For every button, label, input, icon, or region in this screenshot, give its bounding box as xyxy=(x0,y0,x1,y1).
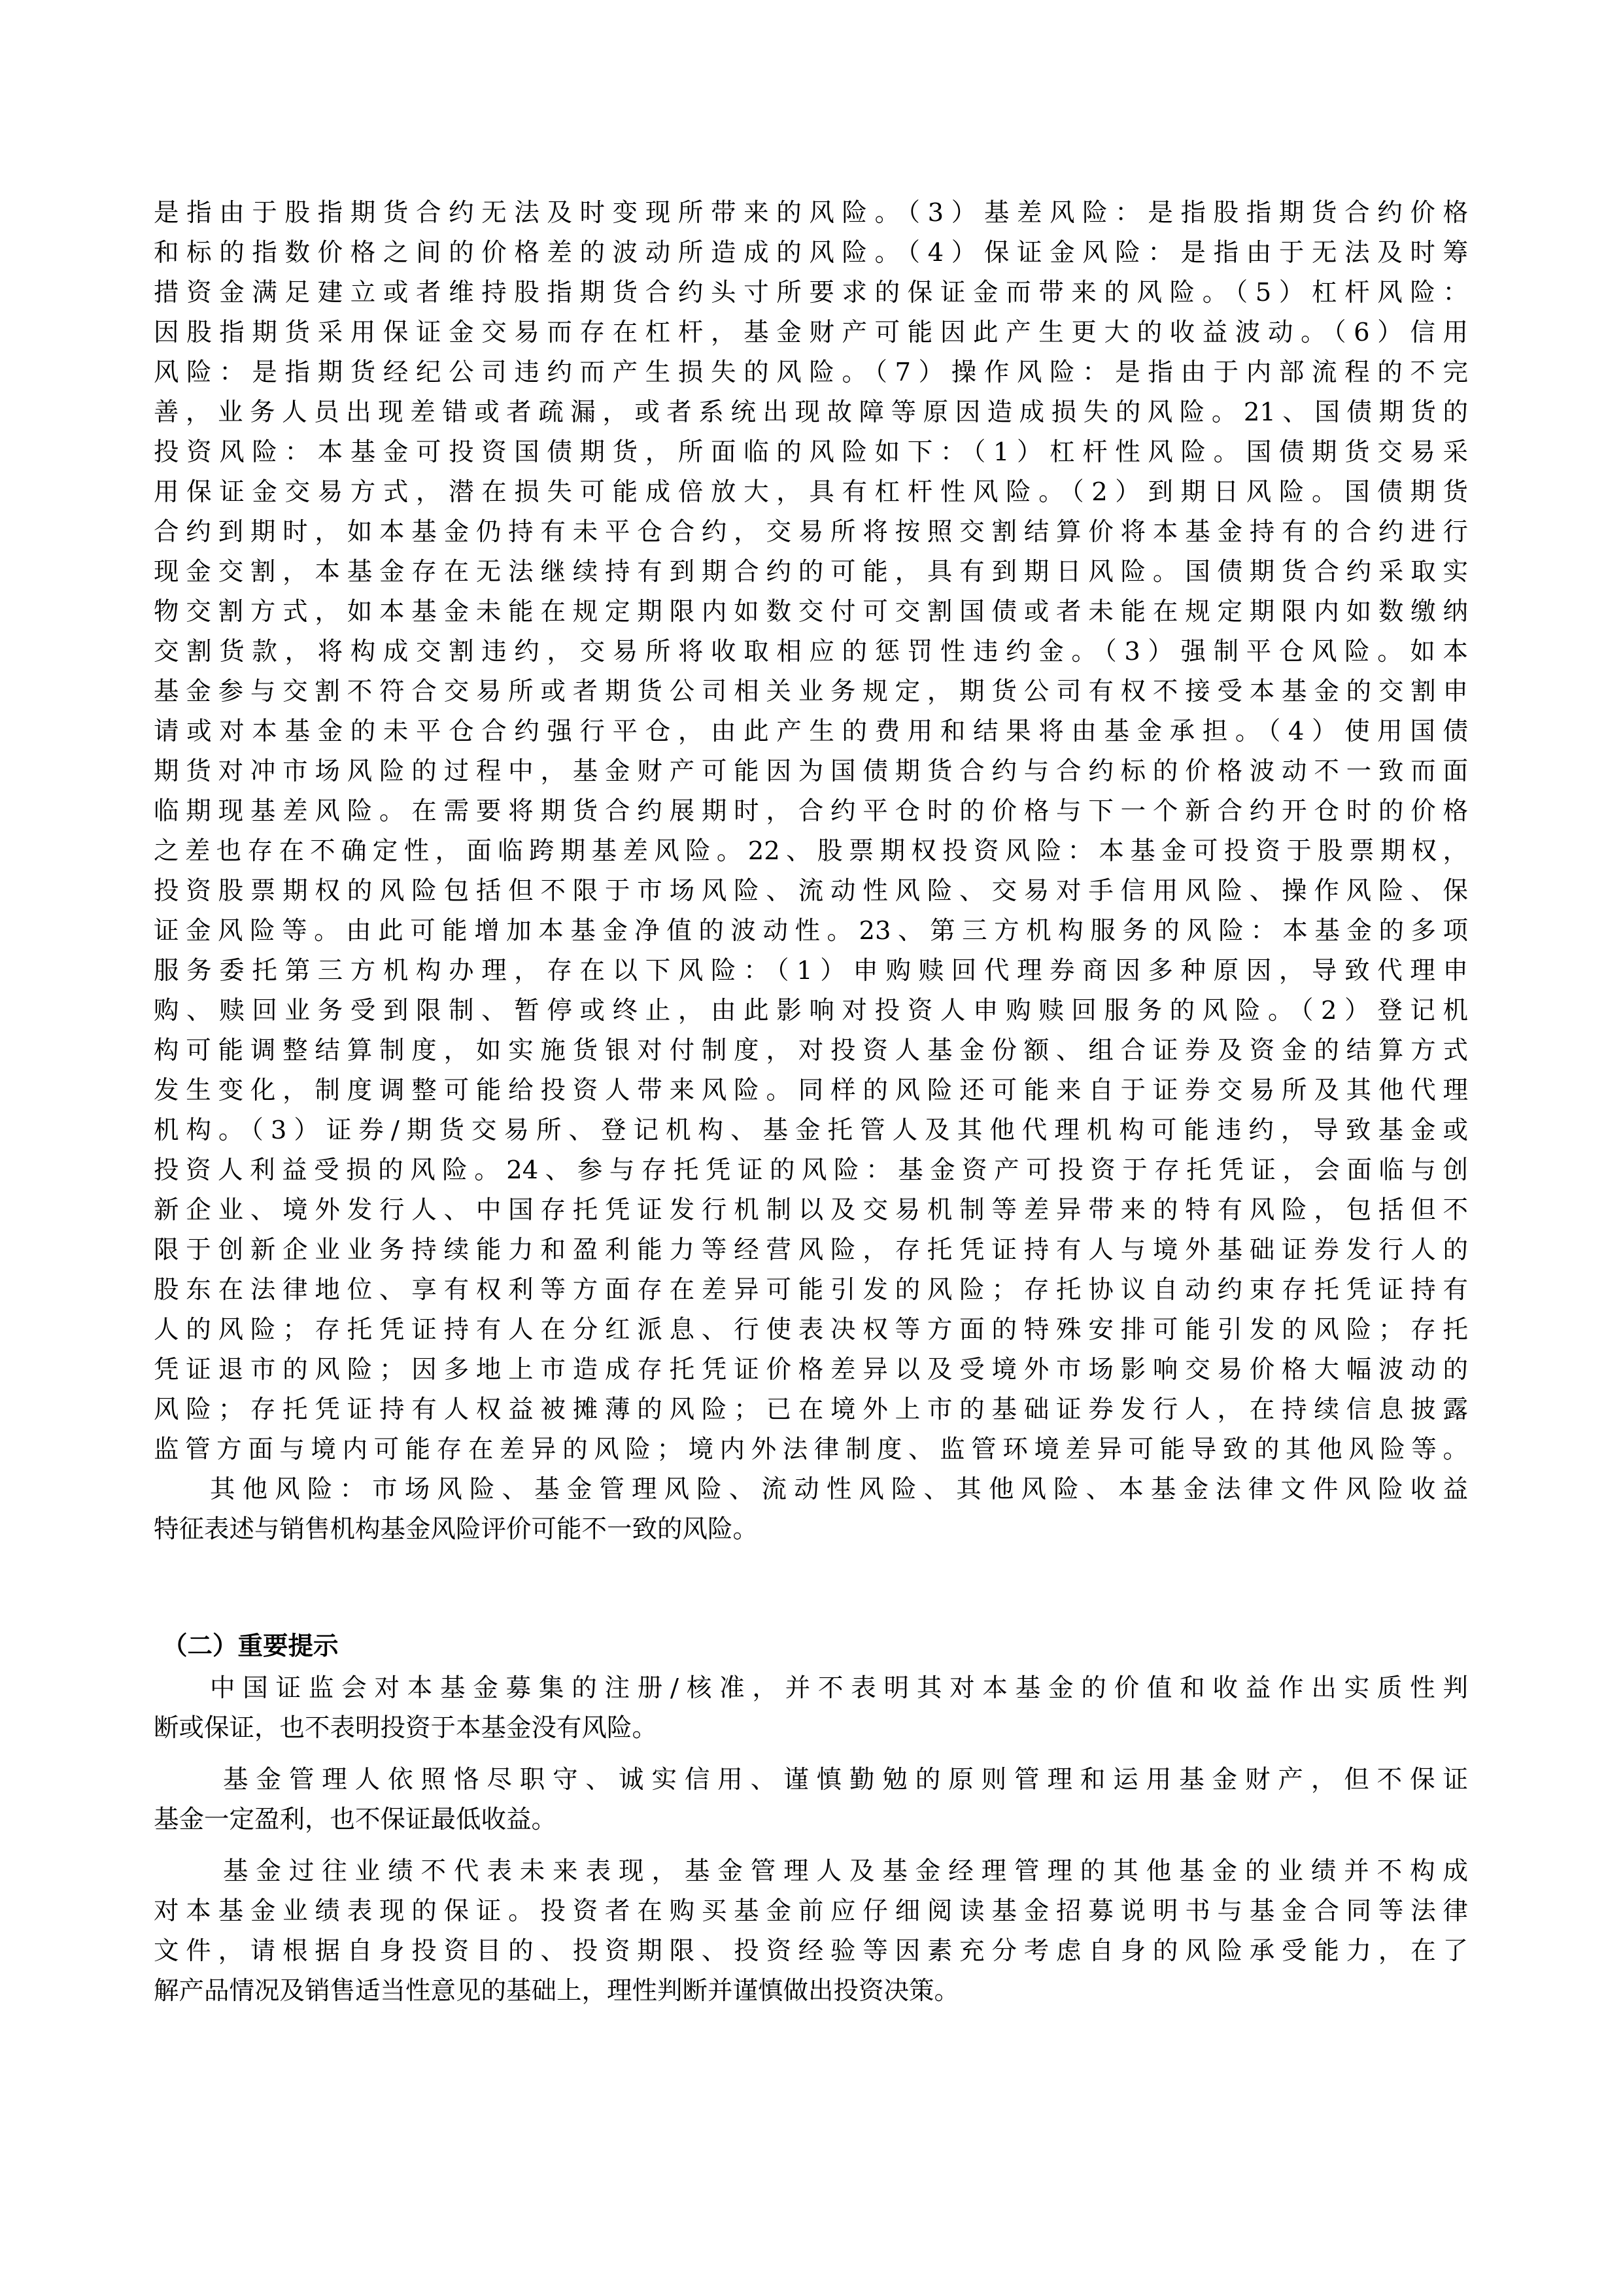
text-line: 请或对本基金的未平仓合约强行平仓，由此产生的费用和结果将由基金承担。（4）使用国债 xyxy=(154,717,1468,746)
text-line: 投资股票期权的风险包括但不限于市场风险、流动性风险、交易对手信用风险、操作风险、保 xyxy=(154,876,1468,906)
text-line: 之差也存在不确定性，面临跨期基差风险。22、股票期权投资风险：本基金可投资于股票期权， xyxy=(154,836,1468,866)
text-line: 监管方面与境内可能存在差异的风险；境内外法律制度、监管环境差异可能导致的其他风险等。 xyxy=(154,1435,1468,1464)
text-line: 和标的指数价格之间的价格差的波动所造成的风险。（4）保证金风险：是指由于无法及时筹 xyxy=(154,238,1468,267)
text-line: 临期现基差风险。在需要将期货合约展期时，合约平仓时的价格与下一个新合约开仓时的价格 xyxy=(154,797,1468,826)
text-line: 期货对冲市场风险的过程中，基金财产可能因为国债期货合约与合约标的价格波动不一致而面 xyxy=(154,757,1468,786)
text-line: 特征表述与销售机构基金风险评价可能不一致的风险。 xyxy=(154,1515,759,1544)
text-line: 限于创新企业业务持续能力和盈利能力等经营风险，存托凭证持有人与境外基础证券发行人的 xyxy=(154,1235,1468,1265)
text-line: 构可能调整结算制度，如实施货银对付制度，对投资人基金份额、组合证券及资金的结算方式 xyxy=(154,1036,1468,1065)
text-line: 风险：是指期货经纪公司违约而产生损失的风险。（7）操作风险：是指由于内部流程的不完 xyxy=(154,358,1468,387)
text-line: 其他风险：市场风险、基金管理风险、流动性风险、其他风险、本基金法律文件风险收益 xyxy=(210,1475,1468,1504)
text-line: 股东在法律地位、享有权利等方面存在差异可能引发的风险；存托协议自动约束存托凭证持有 xyxy=(154,1275,1468,1305)
text-line: 人的风险；存托凭证持有人在分红派息、行使表决权等方面的特殊安排可能引发的风险；存托 xyxy=(154,1315,1468,1345)
text-line: 用保证金交易方式，潜在损失可能成倍放大，具有杠杆性风险。（2）到期日风险。国债期货 xyxy=(154,477,1468,507)
text-line: 中国证监会对本基金募集的注册/核准，并不表明其对本基金的价值和收益作出实质性判 xyxy=(210,1673,1468,1703)
text-line: 机构。（3）证券/期货交易所、登记机构、基金托管人及其他代理机构可能违约，导致基金或 xyxy=(154,1116,1468,1145)
text-line: 合约到期时，如本基金仍持有未平仓合约，交易所将按照交割结算价将本基金持有的合约进行 xyxy=(154,517,1468,547)
text-line: 风险；存托凭证持有人权益被摊薄的风险；已在境外上市的基础证券发行人，在持续信息披露 xyxy=(154,1395,1468,1424)
text-line: 新企业、境外发行人、中国存托凭证发行机制以及交易机制等差异带来的特有风险，包括但不 xyxy=(154,1195,1468,1225)
text-line: 购、赎回业务受到限制、暂停或终止，由此影响对投资人申购赎回服务的风险。（2）登记机 xyxy=(154,996,1468,1025)
text-line: 投资风险：本基金可投资国债期货，所面临的风险如下：（1）杠杆性风险。国债期货交易采 xyxy=(154,437,1468,467)
text-line: 基金过往业绩不代表未来表现，基金管理人及基金经理管理的其他基金的业绩并不构成 xyxy=(223,1857,1468,1886)
text-line: 交割货款，将构成交割违约，交易所将收取相应的惩罚性违约金。（3）强制平仓风险。如本 xyxy=(154,637,1468,666)
text-line: 对本基金业绩表现的保证。投资者在购买基金前应仔细阅读基金招募说明书与基金合同等法律 xyxy=(154,1896,1468,1926)
text-line: 解产品情况及销售适当性意见的基础上，理性判断并谨慎做出投资决策。 xyxy=(154,1976,960,2006)
text-line: 措资金满足建立或者维持股指期货合约头寸所要求的保证金而带来的风险。（5）杠杆风险： xyxy=(154,278,1468,307)
text-line: 是指由于股指期货合约无法及时变现所带来的风险。（3）基差风险：是指股指期货合约价格 xyxy=(154,198,1468,228)
text-line: 服务委托第三方机构办理，存在以下风险：（1）申购赎回代理券商因多种原因，导致代理申 xyxy=(154,956,1468,985)
text-line: 物交割方式，如本基金未能在规定期限内如数交付可交割国债或者未能在规定期限内如数缴纳 xyxy=(154,597,1468,626)
text-line: 文件，请根据自身投资目的、投资期限、投资经验等因素充分考虑自身的风险承受能力，在了 xyxy=(154,1936,1468,1966)
text-line: 基金参与交割不符合交易所或者期货公司相关业务规定，期货公司有权不接受本基金的交割申 xyxy=(154,677,1468,706)
text-line: 基金管理人依照恪尽职守、诚实信用、谨慎勤勉的原则管理和运用基金财产，但不保证 xyxy=(223,1765,1468,1794)
text-line: 因股指期货采用保证金交易而存在杠杆，基金财产可能因此产生更大的收益波动。（6）信用 xyxy=(154,318,1468,347)
text-line: 投资人利益受损的风险。24、参与存托凭证的风险：基金资产可投资于存托凭证，会面临与创 xyxy=(154,1156,1468,1185)
section-heading: （二）重要提示 xyxy=(162,1632,339,1661)
text-line: 善，业务人员出现差错或者疏漏，或者系统出现故障等原因造成损失的风险。21、国债期货的 xyxy=(154,398,1468,427)
text-line: 证金风险等。由此可能增加本基金净值的波动性。23、第三方机构服务的风险：本基金的多项 xyxy=(154,916,1468,946)
text-line: 基金一定盈利，也不保证最低收益。 xyxy=(154,1805,557,1834)
text-line: 断或保证，也不表明投资于本基金没有风险。 xyxy=(154,1713,658,1743)
text-line: 现金交割，本基金存在无法继续持有到期合约的可能，具有到期日风险。国债期货合约采取实 xyxy=(154,557,1468,587)
text-line: 发生变化，制度调整可能给投资人带来风险。同样的风险还可能来自于证券交易所及其他代理 xyxy=(154,1076,1468,1105)
text-line: 凭证退市的风险；因多地上市造成存托凭证价格差异以及受境外市场影响交易价格大幅波动的 xyxy=(154,1355,1468,1384)
